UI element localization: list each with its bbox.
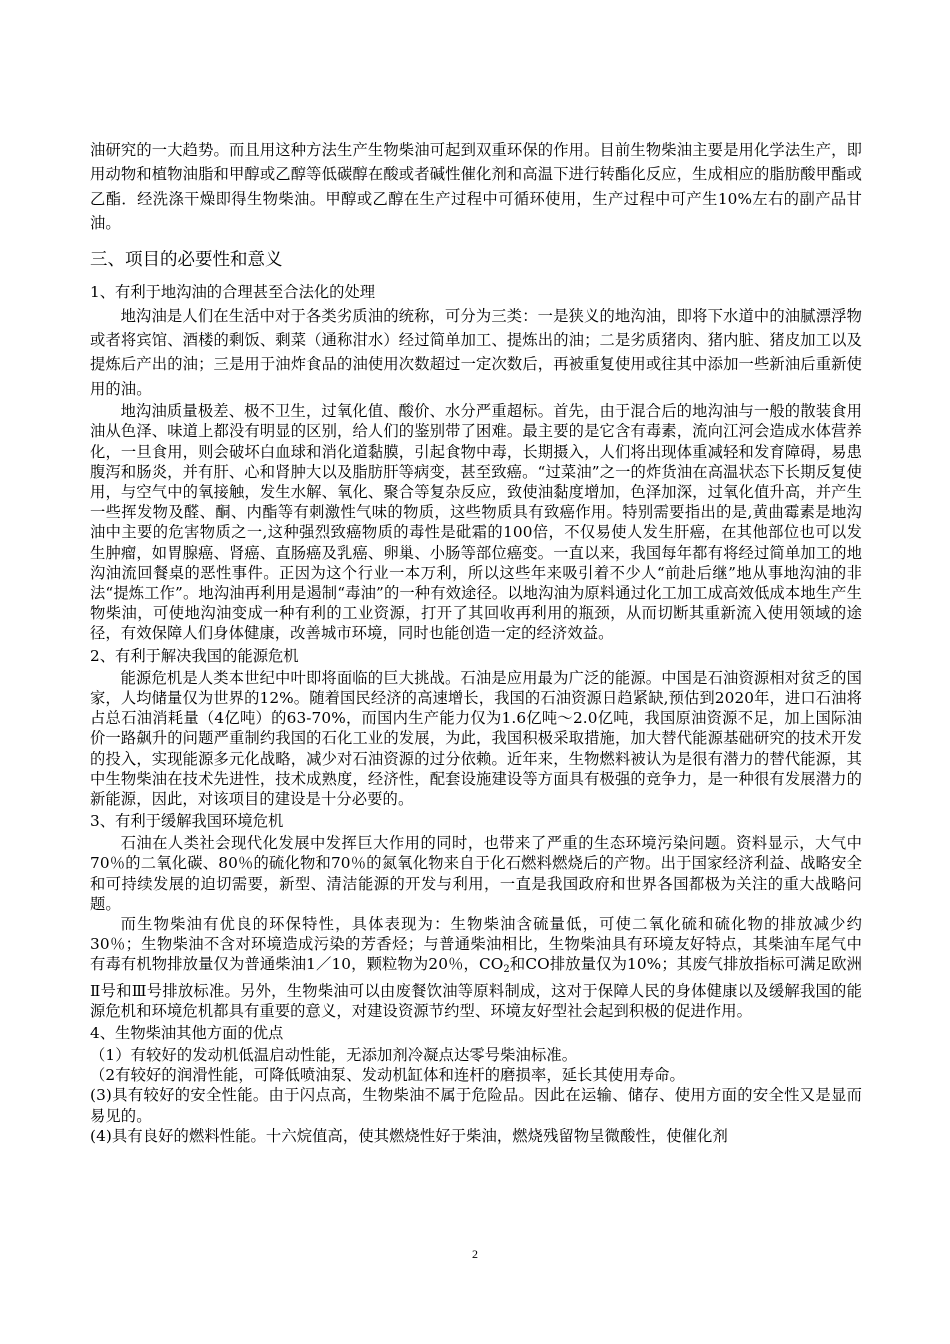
item3-paragraph-2-part-b: 和CO排放量仅为10%；其废气排放指标可满足欧洲Ⅱ号和Ⅲ号排放标准。另外，生物柴油可以由废餐饮油等原料制成，这对于保障人民的身体健康以及缓解我国的能源危机和环境危机都具有重要的意义，对建设资源节约型、环境友好型社会起到积极的促进作用。 [90, 955, 862, 1020]
item2-heading: 2、有利于解决我国的能源危机 [90, 646, 299, 665]
section-title: 三、项目的必要性和意义 [90, 249, 283, 270]
item4-line-1: （1）有较好的发动机低温启动性能，无添加剂冷凝点达零号柴油标准。 [90, 1045, 578, 1064]
item1-paragraph-1: 地沟油是人们在生活中对于各类劣质油的统称，可分为三类：一是狭义的地沟油，即将下水道中的油腻漂浮物或者将宾馆、酒楼的剩饭、剩菜（通称泔水）经过简单加工、提炼出的油；二是劣质猪肉、猪内脏、猪皮加工以及提炼后产出的油；三是用于油炸食品的油使用次数超过一定次数后，再被重复使用或往其中添加一些新油后重新使用的油。 [90, 306, 862, 398]
co2-subscript: 2 [503, 964, 510, 976]
item1-paragraph-2: 地沟油质量极差、极不卫生，过氧化值、酸价、水分严重超标。首先，由于混合后的地沟油与一般的散装食用油从色泽、味道上都没有明显的区别，给人们的鉴别带了困难。最主要的是它含有毒素，流向江河会造成水体营养化，一旦食用，则会破坏白血球和消化道黏膜，引起食物中毒，长期摄入，人们将出现体重减轻和发育障碍，易患腹泻和肠炎，并有肝、心和肾肿大以及脂肪肝等病变，甚至致癌。“过菜油”之一的炸货油在高温状态下长期反复使用，与空气中的氧接触，发生水解、氧化、聚合等复杂反应，致使油黏度增加，色泽加深，过氧化值升高，并产生一些挥发物及醛、酮、内酯等有刺激性气味的物质，这些物质具有致癌作用。特别需要指出的是,黄曲霉素是地沟油中主要的危害物质之一,这种强烈致癌物质的毒性是砒霜的100倍，不仅易使人发生肝癌，在其他部位也可以发生肿瘤，如胃腺癌、肾癌、直肠癌及乳癌、卵巢、小肠等部位癌变。一直以来，我国每年都有将经过简单加工的地沟油流回餐桌的恶性事件。正因为这个行业一本万利，所以这些年来吸引着不少人“前赴后继”地从事地沟油的非法“提炼工作”。地沟油再利用是遏制“毒油”的一种有效途径。以地沟油为原料通过化工加工成高效低成本地生产生物柴油，可使地沟油变成一种有利的工业资源，打开了其回收再利用的瓶颈，从而切断其重新流入使用领域的途径，有效保障人们身体健康，改善城市环境，同时也能创造一定的经济效益。 [90, 402, 862, 643]
intro-paragraph: 油研究的一大趋势。而且用这种方法生产生物柴油可起到双重环保的作用。目前生物柴油主要是用化学法生产，即用动物和植物油脂和甲醇或乙醇等低碳醇在酸或者碱性催化剂和高温下进行转酯化反应，生成相应的脂肪酸甲酯或乙酯．经洗涤干燥即得生物柴油。甲醇或乙醇在生产过程中可循环使用，生产过程中可产生10%左右的副产品甘油。 [90, 141, 862, 233]
item4-line-2: （2有较好的润滑性能，可降低喷油泵、发动机缸体和连杆的磨损率，延长其使用寿命。 [90, 1066, 685, 1085]
item3-paragraph-1: 石油在人类社会现代化发展中发挥巨大作用的同时，也带来了严重的生态环境污染问题。资料显示，大气中70％的二氧化碳、80％的硫化物和70％的氮氧化物来自于化石燃料燃烧后的产物。出于国家经济利益、战略安全和可持续发展的迫切需要，新型、清洁能源的开发与利用，一直是我国政府和世界各国都极为关注的重大战略问题。 [90, 834, 862, 913]
item3-heading: 3、有利于缓解我国环境危机 [90, 812, 284, 831]
item2-paragraph: 能源危机是人类本世纪中叶即将面临的巨大挑战。石油是应用最为广泛的能源。中国是石油资源相对贫乏的国家，人均储量仅为世界的12%。随着国民经济的高速增长，我国的石油资源日趋紧缺,预估到2020年，进口石油将占总石油消耗量（4亿吨）的63-70%，而国内生产能力仅为1.6亿吨～2.0亿吨，我国原油资源不足，加上国际油价一路飙升的问题严重制约我国的石化工业的发展，为此，我国积极采取措施，加大替代能源基础研究的技术开发的投入，实现能源多元化战略，减少对石油资源的过分依赖。近年来，生物燃料被认为是很有潜力的替代能源，其中生物柴油在技术先进性，技术成熟度，经济性，配套设施建设等方面具有极强的竞争力，是一种很有发展潜力的新能源，因此，对该项目的建设是十分必要的。 [90, 668, 862, 808]
item4-line-4: (4)具有良好的燃料性能。十六烷值高，使其燃烧性好于柴油，燃烧残留物呈微酸性，使催化剂 [90, 1126, 728, 1145]
page-body [90, 138, 862, 1146]
item3-paragraph-2-part-a: 而生物柴油有优良的环保特性，具体表现为：生物柴油含硫量低，可使二氧化硫和硫化物的排放减少约30％；生物柴油不含对环境造成污染的芳香烃；与普通柴油相比，生物柴油具有环境友好特点，其柴油车尾气中有毒有机物排放量仅为普通柴油1／10，颗粒物为20％，CO [90, 914, 862, 974]
item3-paragraph-2 [90, 914, 862, 1021]
item1-heading: 1、有利于地沟油的合理甚至合法化的处理 [90, 282, 376, 301]
item4-heading: 4、生物柴油其他方面的优点 [90, 1023, 284, 1042]
page-number: 2 [472, 1247, 478, 1261]
item4-line-3: (3)具有较好的安全性能。由于闪点高，生物柴油不属于危险品。因此在运输、储存、使用方面的安全性又是显而易见的。 [90, 1086, 862, 1125]
